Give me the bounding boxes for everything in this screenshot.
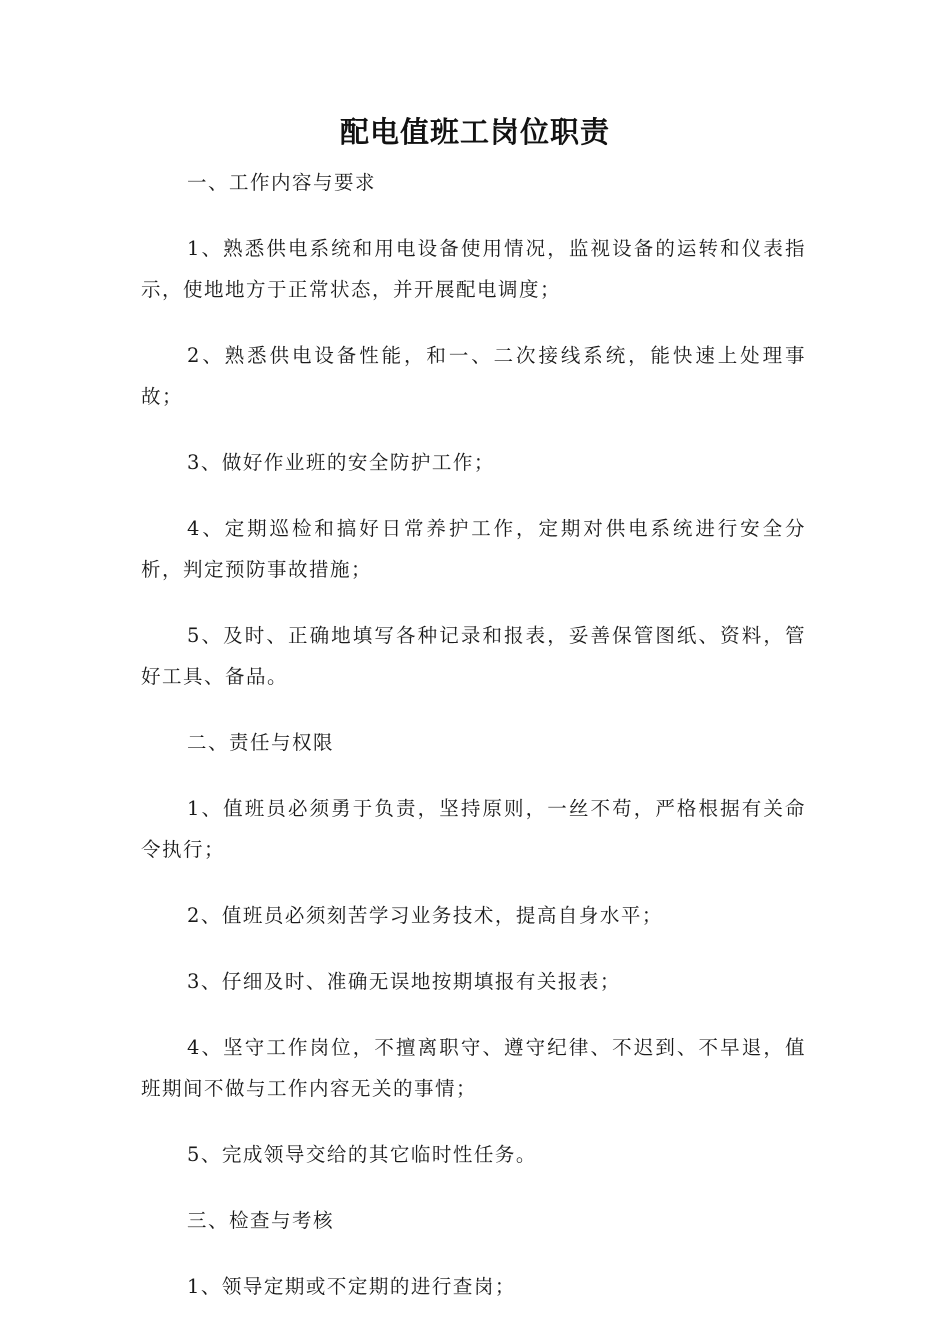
section-heading-2: 二、责任与权限 [187,731,335,754]
paragraph: 5、完成领导交给的其它临时性任务。 [187,1143,537,1166]
paragraph: 5、及时、正确地填写各种记录和报表，妥善保管图纸、资料，管好工具、备品。 [141,624,806,688]
paragraph: 2、熟悉供电设备性能，和一、二次接线系统，能快速上处理事故； [141,344,806,408]
paragraph: 1、熟悉供电系统和用电设备使用情况，监视设备的运转和仪表指示，使地地方于正常状态，并开展配电调度； [141,237,806,301]
paragraph: 4、定期巡检和搞好日常养护工作，定期对供电系统进行安全分析，判定预防事故措施； [141,517,806,581]
paragraph: 3、仔细及时、准确无误地按期填报有关报表； [187,970,621,993]
document-title: 配电值班工岗位职责 [339,115,610,149]
section-heading-1: 一、工作内容与要求 [187,171,377,194]
paragraph: 2、值班员必须刻苦学习业务技术，提高自身水平； [187,904,663,927]
paragraph: 1、值班员必须勇于负责，坚持原则，一丝不苟，严格根据有关命令执行； [141,797,806,861]
paragraph: 4、坚守工作岗位，不擅离职守、遵守纪律、不迟到、不早退，值班期间不做与工作内容无关的事情； [141,1036,806,1100]
paragraph: 3、做好作业班的安全防护工作； [187,451,495,474]
paragraph: 1、领导定期或不定期的进行查岗； [187,1275,516,1298]
section-heading-3: 三、检查与考核 [187,1209,335,1232]
document-body [141,162,806,1332]
